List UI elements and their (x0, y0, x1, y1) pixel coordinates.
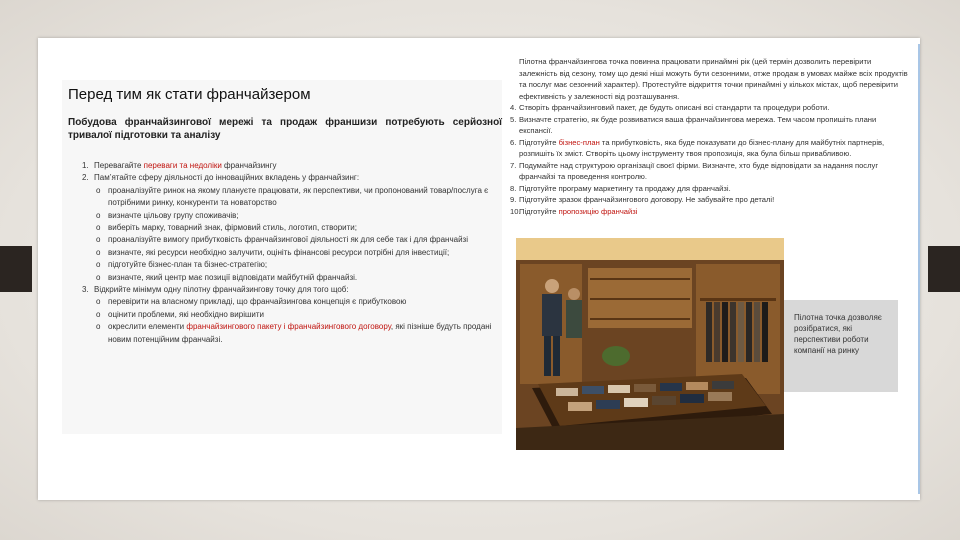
sub-list-item (82, 247, 502, 259)
left-edge-bar (0, 246, 32, 292)
step-number: 10. (510, 206, 521, 216)
list-item (82, 172, 502, 184)
slide-right-rule (918, 44, 920, 494)
item-number: 1. (82, 161, 89, 170)
step-number: 6. (510, 137, 517, 147)
step-item (510, 206, 910, 218)
text-run: Створіть франчайзинговий пакет, де будуть описані всі стандарти та процедури роботи. (519, 103, 830, 112)
text-run: Подумайте над структурою організації своєї фірми. Визначте, хто буде відповідати за надання послуг франчайзі та проведення контролю. (519, 160, 879, 181)
highlighted-term: переваги та недоліки (143, 161, 222, 170)
step-number: 7. (510, 160, 517, 170)
sub-list-item (82, 309, 502, 321)
right-steps-list (510, 56, 910, 217)
clothing-store-photo (516, 238, 784, 450)
sub-list-item (82, 185, 502, 210)
text-run: визначте, які ресурси необхідно залучити, оцініть фінансові ресурси потрібні для інвестиції; (108, 247, 450, 257)
highlighted-term: бізнес-план (558, 137, 600, 147)
text-run: перевірити на власному прикладі, що франчайзингова концепція є прибутковою (108, 297, 407, 307)
sub-list-item (82, 272, 502, 284)
step-text (519, 183, 731, 195)
sub-list-item (82, 321, 502, 346)
text-run: Пам’ятайте сферу діяльності до інноваційних вкладень у франчайзинг: (94, 173, 360, 183)
text-run: , які пізніше будуть продані новим потенційним франчайзі. (108, 322, 492, 344)
text-run: Підготуйте (519, 206, 559, 216)
step-item (510, 194, 910, 206)
text-run: Підготуйте зразок франчайзингового договору. Не забувайте про деталі! (519, 195, 775, 204)
photo-caption: Пілотна точка дозволяє розібратися, які перспективи роботи компанії на ринку (794, 313, 882, 355)
highlighted-term: пропозицію франчайзі (558, 206, 638, 216)
step-number (510, 56, 519, 102)
text-run: визначте цільову групу споживачів; (108, 210, 239, 220)
text-run: Перевагайте (94, 161, 144, 170)
text-run: Підготуйте (519, 137, 559, 147)
text-run: визначте, який центр має позиції відповідати майбутній франчайзі. (108, 272, 358, 282)
step-text (519, 102, 829, 114)
slide (38, 38, 920, 500)
text-run: окреслити елементи (108, 322, 187, 332)
step-number: 4. (510, 103, 517, 112)
step-text (519, 206, 637, 218)
slide-title: Перед тим як стати франчайзером (68, 86, 311, 103)
step-text (519, 114, 910, 137)
text-run: проаналізуйте ринок на якому плануєте працювати, як перспективи, чи пропонований товар/послуга є потрібними ринку, конкуренти та новаторство (108, 185, 489, 208)
sub-list-item (82, 210, 502, 222)
sub-list-item (82, 259, 502, 271)
item-number: 2. (82, 173, 89, 183)
step-number: 8. (510, 183, 517, 193)
step-item (510, 56, 910, 102)
item-number: 3. (82, 285, 89, 295)
step-item (510, 102, 910, 114)
step-item (510, 114, 910, 137)
sub-list-item (82, 222, 502, 234)
step-item (510, 137, 910, 160)
highlighted-term: франчайзингового пакету і франчайзингового договору (186, 322, 391, 332)
text-run: Пілотна франчайзингова точка повинна працювати принаймні рік (цей термін дозволить перевірити залежність від сезону, тому що деякі ніші можуть бути сезонними, отже продаж в умовах майже всіх продуктів та послуг має сезонний характер). Протестуйте відкриття точки принаймні у кількох містах, щоб перевірити ефективність у залежності від розташування. (519, 57, 908, 101)
step-item (510, 160, 910, 183)
text-run: та прибутковість, яка буде показувати до бізнес-плану для майбутніх партнерів, розпишіть їх зміст. Створіть цьому інструменту твоя пропозиція, яка була більш привабливою. (519, 137, 885, 158)
sub-list-item (82, 296, 502, 308)
left-outline-list (82, 160, 502, 346)
step-item (510, 183, 910, 195)
left-column (62, 80, 502, 434)
step-text (519, 160, 910, 183)
text-run: проаналізуйте вимогу прибутковість франчайзингової діяльності як для себе так і для франчайзі (108, 235, 468, 245)
text-run: виберіть марку, товарний знак, фірмовий стиль, логотип, створити; (108, 223, 357, 233)
list-item (82, 160, 502, 172)
step-text (519, 137, 910, 160)
text-run: підготуйте бізнес-план та бізнес-стратегію; (108, 260, 268, 270)
text-run: Підготуйте програму маркетингу та продажу для франчайзі. (519, 183, 731, 193)
step-number: 9. (510, 195, 517, 204)
caption-box (784, 300, 898, 392)
step-number: 5. (510, 114, 517, 124)
text-run: Відкрийте мінімум одну пілотну франчайзингову точку для того щоб: (94, 285, 349, 295)
step-text (519, 56, 910, 102)
text-run: оцінити проблеми, які необхідно вирішити (108, 309, 264, 319)
text-run: Визначте стратегію, як буде розвиватися ваша франчайзингова мережа. Тем часом пропишіть плани експансії. (519, 114, 877, 135)
text-run: франчайзингу (221, 161, 277, 170)
list-item (82, 284, 502, 296)
right-edge-bar (928, 246, 960, 292)
intro-paragraph: Побудова франчайзингової мережі та продаж франшизи потребують серйозної тривалої підготовки та аналізу (68, 117, 502, 141)
sub-list-item (82, 234, 502, 246)
step-text (519, 194, 774, 206)
